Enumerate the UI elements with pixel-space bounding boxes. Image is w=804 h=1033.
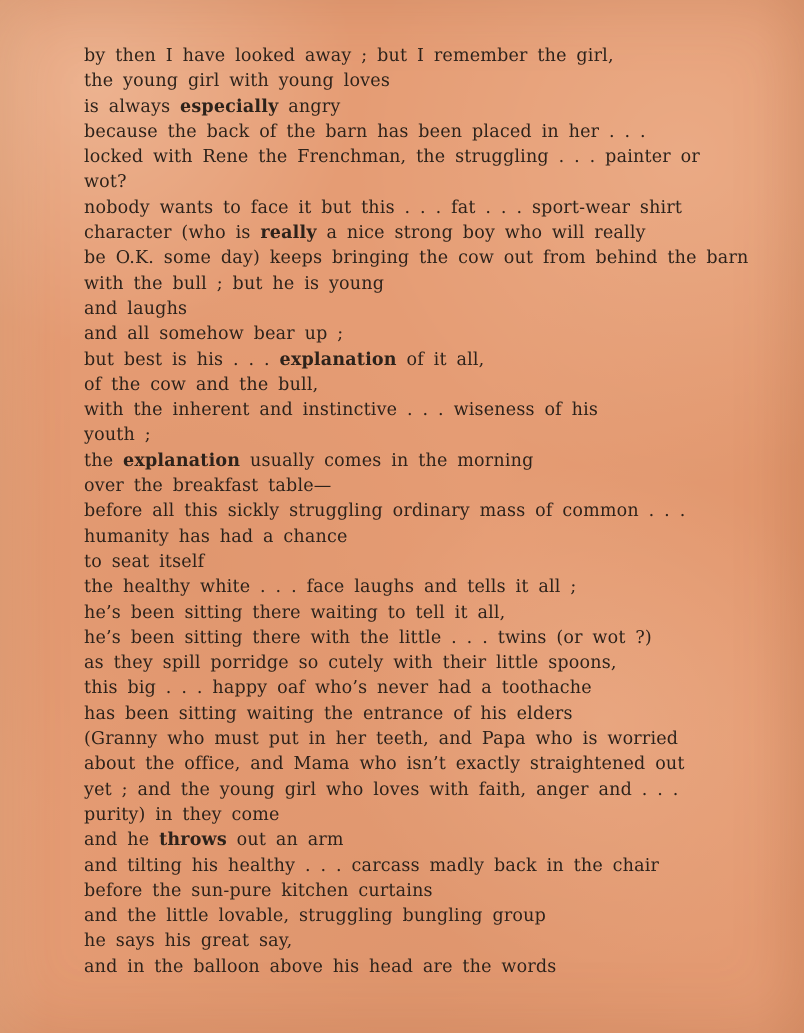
poem-segment: usually comes in the morning xyxy=(240,450,534,471)
poem-line xyxy=(84,449,764,474)
poem-line xyxy=(84,246,764,271)
poem-line xyxy=(84,145,764,170)
poem-segment: he’s been sitting there waiting to tell it all, xyxy=(84,602,506,623)
poem-text xyxy=(84,44,764,980)
poem-line xyxy=(84,95,764,120)
poem-line xyxy=(84,626,764,651)
poem-segment: angry xyxy=(278,96,341,117)
poem-segment-bold: explanation xyxy=(123,450,241,471)
poem-line xyxy=(84,69,764,94)
poem-line xyxy=(84,550,764,575)
poem-line xyxy=(84,575,764,600)
poem-segment: and all somehow bear up ; xyxy=(84,324,344,345)
poem-line xyxy=(84,854,764,879)
poem-line xyxy=(84,525,764,550)
poem-line xyxy=(84,120,764,145)
poem-line xyxy=(84,879,764,904)
poem-segment: but best is his . . . xyxy=(84,349,280,370)
poem-segment: he’s been sitting there with the little . . . twins (or wot ?) xyxy=(84,627,652,648)
poem-line xyxy=(84,727,764,752)
poem-segment: has been sitting waiting the entrance of his elders xyxy=(84,703,573,724)
poem-line xyxy=(84,297,764,322)
poem-segment: the young girl with young loves xyxy=(84,71,391,92)
poem-segment: humanity has had a chance xyxy=(84,526,348,547)
poem-line xyxy=(84,499,764,524)
poem-segment: because the back of the barn has been placed in her . . . xyxy=(84,121,646,142)
poem-segment: before the sun-pure kitchen curtains xyxy=(84,880,433,901)
poem-line xyxy=(84,170,764,195)
poem-line xyxy=(84,803,764,828)
poem-segment: as they spill porridge so cutely with their little spoons, xyxy=(84,653,617,674)
poem-line xyxy=(84,601,764,626)
poem-segment: character (who is xyxy=(84,223,261,244)
poem-segment: (Granny who must put in her teeth, and Papa who is worried xyxy=(84,729,679,750)
poem-line xyxy=(84,221,764,246)
poem-line xyxy=(84,272,764,297)
poem-segment: with the bull ; but he is young xyxy=(84,273,385,294)
poem-segment: locked with Rene the Frenchman, the struggling . . . painter or xyxy=(84,147,700,168)
poem-line xyxy=(84,44,764,69)
poem-segment: to seat itself xyxy=(84,551,205,572)
poem-line xyxy=(84,828,764,853)
poem-line xyxy=(84,322,764,347)
poem-line xyxy=(84,676,764,701)
poem-segment: out an arm xyxy=(226,830,344,851)
poem-segment-bold: throws xyxy=(159,830,227,851)
poem-segment: wot? xyxy=(84,172,127,193)
poem-segment: and laughs xyxy=(84,298,188,319)
poem-segment: with the inherent and instinctive . . . wiseness of his xyxy=(84,400,599,421)
poem-line xyxy=(84,196,764,221)
poem-segment: the xyxy=(84,450,124,471)
poem-segment: yet ; and the young girl who loves with faith, anger and . . . xyxy=(84,779,679,800)
poem-segment: and he xyxy=(84,830,160,851)
poem-segment: and in the balloon above his head are the words xyxy=(84,956,557,977)
poem-line xyxy=(84,778,764,803)
poem-segment: and tilting his healthy . . . carcass madly back in the chair xyxy=(84,855,660,876)
poem-line xyxy=(84,904,764,929)
poem-segment: of the cow and the bull, xyxy=(84,374,319,395)
poem-segment: the healthy white . . . face laughs and tells it all ; xyxy=(84,577,577,598)
poem-segment: he says his great say, xyxy=(84,931,293,952)
poem-segment: by then I have looked away ; but I remember the girl, xyxy=(84,46,614,66)
poem-segment-bold: explanation xyxy=(279,349,397,370)
poem-segment: be O.K. some day) keeps bringing the cow out from behind the barn xyxy=(84,248,749,269)
poem-line xyxy=(84,398,764,423)
poem-segment: about the office, and Mama who isn’t exactly straightened out xyxy=(84,754,685,775)
poem-segment: a nice strong boy who will really xyxy=(316,223,646,244)
poem-segment: before all this sickly struggling ordinary mass of common . . . xyxy=(84,501,686,522)
poem-segment-bold: really xyxy=(260,223,317,244)
poem-line xyxy=(84,348,764,373)
poem-line xyxy=(84,423,764,448)
poem-segment-bold: especially xyxy=(180,96,279,117)
poem-segment: and the little lovable, struggling bungling group xyxy=(84,906,547,927)
poem-line xyxy=(84,373,764,398)
poem-line xyxy=(84,955,764,980)
poem-segment: of it all, xyxy=(396,349,485,370)
poem-segment: over the breakfast table— xyxy=(84,476,332,497)
poem-line xyxy=(84,474,764,499)
poem-segment: this big . . . happy oaf who’s never had a toothache xyxy=(84,678,592,699)
poem-line xyxy=(84,651,764,676)
poem-segment: youth ; xyxy=(84,425,151,446)
poem-segment: is always xyxy=(84,96,181,117)
poem-line xyxy=(84,929,764,954)
poem-line xyxy=(84,752,764,777)
poem-line xyxy=(84,702,764,727)
poem-segment: nobody wants to face it but this . . . fat . . . sport-wear shirt xyxy=(84,197,683,218)
poem-segment: purity) in they come xyxy=(84,804,280,825)
